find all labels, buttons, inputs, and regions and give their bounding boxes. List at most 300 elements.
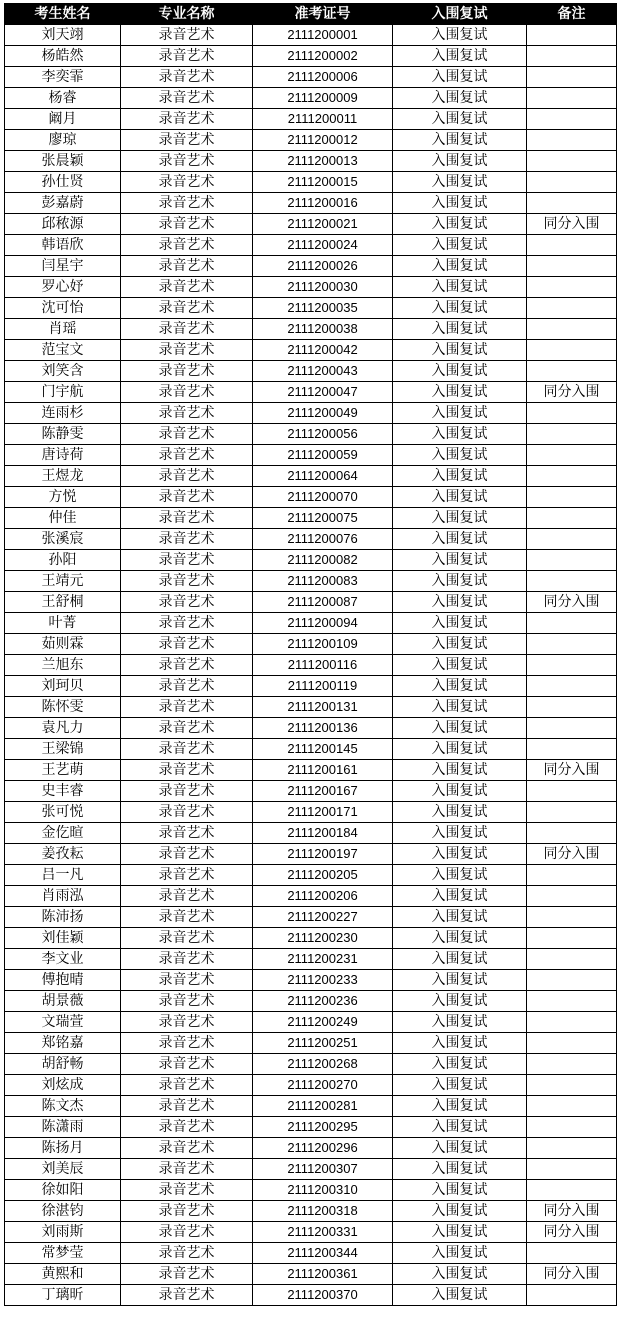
cell-exam-id: 2111200227 (253, 907, 393, 928)
cell-exam-id: 2111200331 (253, 1222, 393, 1243)
cell-status: 入围复试 (393, 46, 527, 67)
cell-status: 入围复试 (393, 508, 527, 529)
cell-remark (527, 1285, 617, 1306)
cell-exam-id: 2111200056 (253, 424, 393, 445)
cell-status: 入围复试 (393, 949, 527, 970)
cell-major: 录音艺术 (121, 970, 253, 991)
cell-exam-id: 2111200049 (253, 403, 393, 424)
cell-status: 入围复试 (393, 655, 527, 676)
cell-remark (527, 109, 617, 130)
cell-name: 李奕霏 (5, 67, 121, 88)
table-row (5, 172, 617, 193)
cell-remark (527, 403, 617, 424)
cell-status: 入围复试 (393, 991, 527, 1012)
table-row (5, 466, 617, 487)
table-row (5, 193, 617, 214)
cell-major: 录音艺术 (121, 193, 253, 214)
table-row (5, 991, 617, 1012)
cell-exam-id: 2111200318 (253, 1201, 393, 1222)
cell-exam-id: 2111200030 (253, 277, 393, 298)
cell-status: 入围复试 (393, 1096, 527, 1117)
cell-name: 罗心妤 (5, 277, 121, 298)
cell-name: 叶菁 (5, 613, 121, 634)
cell-major: 录音艺术 (121, 1012, 253, 1033)
cell-status: 入围复试 (393, 445, 527, 466)
cell-remark (527, 508, 617, 529)
cell-remark (527, 529, 617, 550)
table-row (5, 1285, 617, 1306)
cell-exam-id: 2111200064 (253, 466, 393, 487)
cell-remark (527, 697, 617, 718)
cell-name: 胡景薇 (5, 991, 121, 1012)
cell-name: 阚月 (5, 109, 121, 130)
cell-status: 入围复试 (393, 571, 527, 592)
cell-major: 录音艺术 (121, 1138, 253, 1159)
cell-status: 入围复试 (393, 403, 527, 424)
cell-name: 陈沛扬 (5, 907, 121, 928)
cell-major: 录音艺术 (121, 928, 253, 949)
table-row (5, 424, 617, 445)
cell-major: 录音艺术 (121, 403, 253, 424)
cell-major: 录音艺术 (121, 739, 253, 760)
cell-exam-id: 2111200015 (253, 172, 393, 193)
cell-status: 入围复试 (393, 529, 527, 550)
cell-exam-id: 2111200011 (253, 109, 393, 130)
cell-name: 徐湛钧 (5, 1201, 121, 1222)
cell-name: 廖琼 (5, 130, 121, 151)
cell-major: 录音艺术 (121, 1159, 253, 1180)
cell-major: 录音艺术 (121, 1222, 253, 1243)
table-row (5, 928, 617, 949)
cell-name: 刘佳颖 (5, 928, 121, 949)
cell-status: 入围复试 (393, 25, 527, 46)
cell-status: 入围复试 (393, 235, 527, 256)
cell-remark (527, 67, 617, 88)
cell-exam-id: 2111200310 (253, 1180, 393, 1201)
cell-name: 杨睿 (5, 88, 121, 109)
cell-status: 入围复试 (393, 487, 527, 508)
cell-major: 录音艺术 (121, 172, 253, 193)
cell-exam-id: 2111200233 (253, 970, 393, 991)
cell-major: 录音艺术 (121, 1096, 253, 1117)
cell-status: 入围复试 (393, 1117, 527, 1138)
cell-name: 陈文杰 (5, 1096, 121, 1117)
cell-exam-id: 2111200035 (253, 298, 393, 319)
cell-exam-id: 2111200370 (253, 1285, 393, 1306)
cell-name: 傅抱晴 (5, 970, 121, 991)
cell-remark (527, 634, 617, 655)
cell-major: 录音艺术 (121, 1243, 253, 1264)
cell-name: 茹则霖 (5, 634, 121, 655)
table-row (5, 1222, 617, 1243)
cell-major: 录音艺术 (121, 1285, 253, 1306)
table-row (5, 1201, 617, 1222)
cell-major: 录音艺术 (121, 1117, 253, 1138)
cell-exam-id: 2111200205 (253, 865, 393, 886)
cell-major: 录音艺术 (121, 424, 253, 445)
cell-remark (527, 25, 617, 46)
cell-status: 入围复试 (393, 1033, 527, 1054)
table-row (5, 655, 617, 676)
cell-remark (527, 340, 617, 361)
cell-exam-id: 2111200013 (253, 151, 393, 172)
table-row (5, 151, 617, 172)
table-row (5, 823, 617, 844)
cell-status: 入围复试 (393, 760, 527, 781)
cell-status: 入围复试 (393, 1201, 527, 1222)
cell-major: 录音艺术 (121, 844, 253, 865)
cell-status: 入围复试 (393, 634, 527, 655)
cell-remark (527, 886, 617, 907)
header-exam-id: 准考证号 (253, 4, 393, 25)
table-row (5, 1075, 617, 1096)
cell-major: 录音艺术 (121, 1033, 253, 1054)
cell-major: 录音艺术 (121, 1075, 253, 1096)
cell-status: 入围复试 (393, 424, 527, 445)
cell-remark (527, 130, 617, 151)
cell-remark (527, 676, 617, 697)
cell-exam-id: 2111200001 (253, 25, 393, 46)
cell-name: 王靖元 (5, 571, 121, 592)
cell-exam-id: 2111200295 (253, 1117, 393, 1138)
cell-remark (527, 46, 617, 67)
table-row (5, 802, 617, 823)
cell-major: 录音艺术 (121, 277, 253, 298)
cell-name: 张晨颖 (5, 151, 121, 172)
table-row (5, 109, 617, 130)
cell-remark (527, 970, 617, 991)
cell-remark (527, 1159, 617, 1180)
cell-name: 韩语欣 (5, 235, 121, 256)
cell-remark (527, 718, 617, 739)
cell-remark (527, 1033, 617, 1054)
cell-exam-id: 2111200307 (253, 1159, 393, 1180)
cell-name: 徐如阳 (5, 1180, 121, 1201)
table-row (5, 1117, 617, 1138)
cell-exam-id: 2111200094 (253, 613, 393, 634)
table-row (5, 1243, 617, 1264)
cell-name: 胡舒畅 (5, 1054, 121, 1075)
cell-major: 录音艺术 (121, 823, 253, 844)
cell-name: 刘珂贝 (5, 676, 121, 697)
cell-status: 入围复试 (393, 676, 527, 697)
cell-major: 录音艺术 (121, 445, 253, 466)
header-row (5, 4, 617, 25)
cell-status: 入围复试 (393, 1222, 527, 1243)
cell-remark (527, 1138, 617, 1159)
cell-name: 王煜龙 (5, 466, 121, 487)
cell-status: 入围复试 (393, 298, 527, 319)
cell-exam-id: 2111200002 (253, 46, 393, 67)
cell-name: 李文业 (5, 949, 121, 970)
cell-name: 吕一凡 (5, 865, 121, 886)
cell-major: 录音艺术 (121, 781, 253, 802)
cell-status: 入围复试 (393, 592, 527, 613)
cell-exam-id: 2111200251 (253, 1033, 393, 1054)
cell-status: 入围复试 (393, 1075, 527, 1096)
cell-exam-id: 2111200075 (253, 508, 393, 529)
cell-remark (527, 739, 617, 760)
cell-major: 录音艺术 (121, 886, 253, 907)
cell-exam-id: 2111200281 (253, 1096, 393, 1117)
table-row (5, 235, 617, 256)
cell-remark (527, 928, 617, 949)
table-row (5, 697, 617, 718)
cell-exam-id: 2111200231 (253, 949, 393, 970)
cell-name: 门宇航 (5, 382, 121, 403)
table-row (5, 319, 617, 340)
cell-remark (527, 613, 617, 634)
cell-exam-id: 2111200021 (253, 214, 393, 235)
cell-status: 入围复试 (393, 613, 527, 634)
cell-major: 录音艺术 (121, 340, 253, 361)
cell-major: 录音艺术 (121, 25, 253, 46)
cell-name: 刘笑含 (5, 361, 121, 382)
cell-major: 录音艺术 (121, 382, 253, 403)
cell-name: 肖瑶 (5, 319, 121, 340)
cell-name: 金仡暄 (5, 823, 121, 844)
cell-name: 兰旭东 (5, 655, 121, 676)
cell-major: 录音艺术 (121, 151, 253, 172)
cell-exam-id: 2111200026 (253, 256, 393, 277)
cell-status: 入围复试 (393, 88, 527, 109)
cell-remark: 同分入围 (527, 844, 617, 865)
cell-remark: 同分入围 (527, 1201, 617, 1222)
cell-exam-id: 2111200145 (253, 739, 393, 760)
cell-remark: 同分入围 (527, 382, 617, 403)
table-row (5, 1264, 617, 1285)
cell-major: 录音艺术 (121, 88, 253, 109)
cell-major: 录音艺术 (121, 1201, 253, 1222)
cell-status: 入围复试 (393, 718, 527, 739)
cell-name: 黄熙和 (5, 1264, 121, 1285)
table-row (5, 886, 617, 907)
cell-exam-id: 2111200006 (253, 67, 393, 88)
cell-major: 录音艺术 (121, 760, 253, 781)
cell-remark (527, 277, 617, 298)
cell-remark (527, 865, 617, 886)
cell-major: 录音艺术 (121, 298, 253, 319)
cell-major: 录音艺术 (121, 865, 253, 886)
cell-major: 录音艺术 (121, 508, 253, 529)
cell-major: 录音艺术 (121, 676, 253, 697)
table-row (5, 88, 617, 109)
cell-status: 入围复试 (393, 1054, 527, 1075)
cell-name: 文瑞萱 (5, 1012, 121, 1033)
cell-major: 录音艺术 (121, 235, 253, 256)
cell-status: 入围复试 (393, 214, 527, 235)
table-row (5, 1033, 617, 1054)
cell-name: 方悦 (5, 487, 121, 508)
cell-status: 入围复试 (393, 466, 527, 487)
cell-status: 入围复试 (393, 739, 527, 760)
cell-name: 陈潇雨 (5, 1117, 121, 1138)
cell-major: 录音艺术 (121, 550, 253, 571)
cell-exam-id: 2111200249 (253, 1012, 393, 1033)
cell-remark (527, 949, 617, 970)
cell-status: 入围复试 (393, 193, 527, 214)
cell-status: 入围复试 (393, 781, 527, 802)
cell-status: 入围复试 (393, 823, 527, 844)
cell-major: 录音艺术 (121, 319, 253, 340)
cell-remark (527, 1180, 617, 1201)
cell-status: 入围复试 (393, 1285, 527, 1306)
cell-name: 姜孜耘 (5, 844, 121, 865)
table-row (5, 760, 617, 781)
cell-remark: 同分入围 (527, 760, 617, 781)
cell-remark (527, 466, 617, 487)
cell-status: 入围复试 (393, 865, 527, 886)
cell-name: 丁璃昕 (5, 1285, 121, 1306)
cell-status: 入围复试 (393, 697, 527, 718)
cell-status: 入围复试 (393, 172, 527, 193)
table-row (5, 1138, 617, 1159)
cell-exam-id: 2111200083 (253, 571, 393, 592)
cell-major: 录音艺术 (121, 130, 253, 151)
cell-status: 入围复试 (393, 1180, 527, 1201)
cell-name: 刘美辰 (5, 1159, 121, 1180)
cell-exam-id: 2111200024 (253, 235, 393, 256)
cell-name: 常梦莹 (5, 1243, 121, 1264)
cell-name: 刘天翊 (5, 25, 121, 46)
table-row (5, 529, 617, 550)
cell-name: 郑铭嘉 (5, 1033, 121, 1054)
cell-remark (527, 235, 617, 256)
cell-name: 闫星宇 (5, 256, 121, 277)
cell-name: 肖雨泓 (5, 886, 121, 907)
table-row (5, 46, 617, 67)
cell-major: 录音艺术 (121, 466, 253, 487)
cell-name: 张可悦 (5, 802, 121, 823)
cell-name: 袁凡力 (5, 718, 121, 739)
cell-remark (527, 823, 617, 844)
cell-remark: 同分入围 (527, 592, 617, 613)
table-row (5, 214, 617, 235)
cell-status: 入围复试 (393, 130, 527, 151)
cell-status: 入围复试 (393, 382, 527, 403)
table-row (5, 907, 617, 928)
cell-exam-id: 2111200047 (253, 382, 393, 403)
cell-remark (527, 991, 617, 1012)
table-row (5, 382, 617, 403)
cell-major: 录音艺术 (121, 718, 253, 739)
cell-major: 录音艺术 (121, 1264, 253, 1285)
cell-status: 入围复试 (393, 550, 527, 571)
cell-status: 入围复试 (393, 1138, 527, 1159)
cell-remark (527, 1012, 617, 1033)
cell-name: 王梁锦 (5, 739, 121, 760)
cell-major: 录音艺术 (121, 487, 253, 508)
table-row (5, 1012, 617, 1033)
cell-exam-id: 2111200076 (253, 529, 393, 550)
results-table (4, 3, 617, 1306)
cell-remark (527, 172, 617, 193)
cell-exam-id: 2111200016 (253, 193, 393, 214)
cell-remark (527, 655, 617, 676)
cell-name: 杨皓然 (5, 46, 121, 67)
cell-status: 入围复试 (393, 151, 527, 172)
cell-exam-id: 2111200197 (253, 844, 393, 865)
cell-remark (527, 193, 617, 214)
cell-major: 录音艺术 (121, 46, 253, 67)
cell-major: 录音艺术 (121, 907, 253, 928)
cell-major: 录音艺术 (121, 109, 253, 130)
cell-status: 入围复试 (393, 361, 527, 382)
cell-exam-id: 2111200361 (253, 1264, 393, 1285)
table-row (5, 970, 617, 991)
cell-name: 范宝文 (5, 340, 121, 361)
cell-status: 入围复试 (393, 928, 527, 949)
cell-major: 录音艺术 (121, 529, 253, 550)
cell-status: 入围复试 (393, 319, 527, 340)
cell-remark (527, 571, 617, 592)
cell-major: 录音艺术 (121, 697, 253, 718)
header-name: 考生姓名 (5, 4, 121, 25)
header-remark: 备注 (527, 4, 617, 25)
cell-name: 孙仕贤 (5, 172, 121, 193)
table-row (5, 739, 617, 760)
table-row (5, 487, 617, 508)
cell-exam-id: 2111200270 (253, 1075, 393, 1096)
table-row (5, 277, 617, 298)
cell-exam-id: 2111200184 (253, 823, 393, 844)
table-row (5, 361, 617, 382)
table-row (5, 550, 617, 571)
cell-name: 刘炫成 (5, 1075, 121, 1096)
cell-major: 录音艺术 (121, 361, 253, 382)
table-row (5, 1054, 617, 1075)
cell-exam-id: 2111200296 (253, 1138, 393, 1159)
cell-remark (527, 361, 617, 382)
cell-status: 入围复试 (393, 1012, 527, 1033)
cell-exam-id: 2111200087 (253, 592, 393, 613)
cell-remark (527, 256, 617, 277)
cell-exam-id: 2111200082 (253, 550, 393, 571)
cell-exam-id: 2111200070 (253, 487, 393, 508)
table-row (5, 865, 617, 886)
cell-name: 邱秾源 (5, 214, 121, 235)
cell-status: 入围复试 (393, 109, 527, 130)
cell-remark: 同分入围 (527, 1222, 617, 1243)
cell-status: 入围复试 (393, 277, 527, 298)
table-row (5, 403, 617, 424)
cell-exam-id: 2111200038 (253, 319, 393, 340)
cell-remark (527, 802, 617, 823)
cell-exam-id: 2111200012 (253, 130, 393, 151)
cell-remark: 同分入围 (527, 214, 617, 235)
table-row (5, 1096, 617, 1117)
cell-name: 史丰睿 (5, 781, 121, 802)
cell-remark (527, 151, 617, 172)
cell-name: 唐诗荷 (5, 445, 121, 466)
table-row (5, 25, 617, 46)
table-row (5, 1180, 617, 1201)
cell-name: 张溪宸 (5, 529, 121, 550)
cell-remark (527, 1054, 617, 1075)
cell-status: 入围复试 (393, 970, 527, 991)
cell-name: 刘雨斯 (5, 1222, 121, 1243)
cell-remark (527, 907, 617, 928)
table-row (5, 298, 617, 319)
cell-exam-id: 2111200119 (253, 676, 393, 697)
cell-exam-id: 2111200268 (253, 1054, 393, 1075)
cell-remark (527, 781, 617, 802)
table-row (5, 718, 617, 739)
cell-remark (527, 1096, 617, 1117)
cell-exam-id: 2111200344 (253, 1243, 393, 1264)
cell-name: 陈怀雯 (5, 697, 121, 718)
table-row (5, 256, 617, 277)
